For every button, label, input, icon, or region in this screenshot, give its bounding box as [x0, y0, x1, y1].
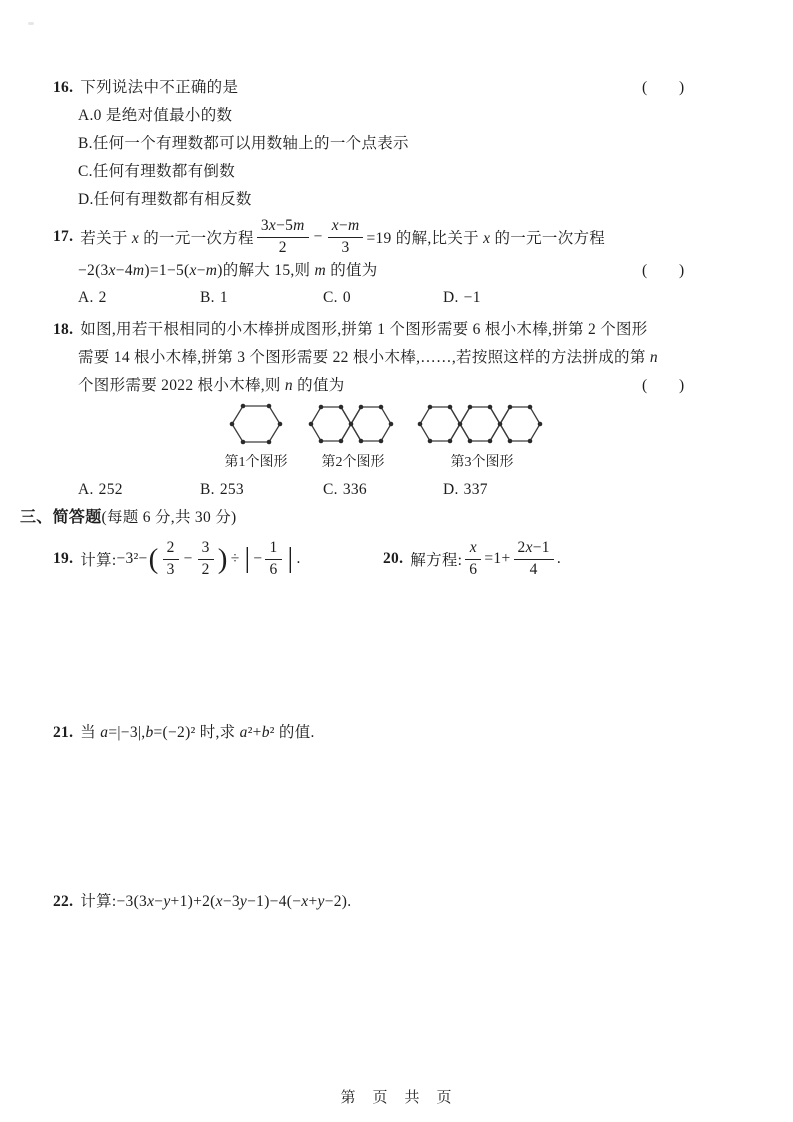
q17-line2: −2(3x−4m)=1−5(x−m)的解大 15,则 m 的值为 — [78, 262, 378, 279]
q20-fraction-2: $\frac{2x-1}{4}$ — [514, 540, 554, 578]
q20-mid: =1+ — [484, 550, 511, 567]
hexagon-figure-3-svg — [416, 400, 548, 448]
hexagon-figure-2-svg — [307, 400, 399, 448]
q19-right-abs-bar: | — [287, 543, 294, 574]
q17-fraction-2: $\frac{x-m}{3}$ — [328, 218, 364, 256]
pattern-figure-3 — [414, 400, 550, 471]
q17-line1-post: =19 的解,比关于 x 的一元一次方程 — [366, 230, 606, 247]
section3-title: 三、简答题 — [20, 509, 102, 526]
q17-number: 17. — [53, 228, 74, 245]
q19-fraction-2: $\frac{3}{2}$ — [198, 540, 214, 578]
q17-minus: − — [313, 228, 323, 245]
q16-option-b-label: B. — [78, 135, 93, 152]
hexagon-figure-1-svg — [229, 400, 283, 448]
section3-header — [20, 504, 236, 527]
q19-divide-sign: ÷ — [230, 550, 240, 567]
q20-number: 20. — [383, 550, 404, 567]
q18-answer-brackets: ( ) — [642, 377, 685, 394]
q19-period: . — [296, 550, 301, 567]
q16-stem-text: 下列说法中不正确的是 — [80, 79, 239, 96]
q21-number: 21. — [53, 724, 74, 741]
q18-number: 18. — [53, 321, 74, 338]
q16-option-d-text: 任何有理数都有相反数 — [93, 191, 252, 208]
q16-option-a-label: A. — [78, 107, 94, 124]
q19-left-paren: ( — [148, 542, 159, 575]
q18-options-row — [78, 481, 488, 499]
q16-option-d — [78, 187, 252, 209]
pattern-figure-1 — [218, 400, 294, 471]
q20 — [383, 532, 561, 586]
q17-options-row — [78, 289, 481, 307]
q21-text: 当 a=|−3|,b=(−2)² 时,求 a²+b² 的值. — [80, 724, 315, 741]
q19-right-paren: ) — [217, 542, 228, 575]
q19-number: 19. — [53, 550, 74, 567]
q18-line3: 个图形需要 2022 根小木棒,则 n 的值为 — [78, 377, 345, 394]
figure-1-label: 第1个图形 — [224, 455, 288, 470]
q18-line2: 需要 14 根小木棒,拼第 3 个图形需要 22 根小木棒,……,若按照这样的方法拼成的第 n — [78, 349, 658, 366]
q16-option-a — [78, 103, 232, 125]
q19-fraction-1: $\frac{2}{3}$ — [163, 540, 179, 578]
q18-line1-text: 如图,用若干根相同的小木棒拼成图形,拼第 1 个图形需要 6 根小木棒,拼第 2 个图形 — [80, 321, 648, 338]
q22 — [53, 889, 351, 911]
q17-fraction-1: $\frac{3x-5m}{2}$ — [257, 218, 309, 256]
q20-label: 解方程: — [410, 552, 463, 569]
q19-minus: − — [183, 550, 193, 567]
q17-line1 — [53, 213, 605, 261]
q19 — [53, 532, 301, 586]
q19-neg-sign: − — [253, 550, 263, 567]
q21 — [53, 720, 315, 742]
q17-answer-brackets: ( ) — [642, 262, 685, 279]
q16-option-c — [78, 159, 235, 181]
q20-fraction-1: $\frac{x}{6}$ — [465, 540, 481, 578]
q18-option-a: A. 252 — [78, 481, 123, 498]
q17-line1-pre: 若关于 x 的一元一次方程 — [80, 230, 254, 247]
q22-label: 计算: — [80, 893, 117, 910]
q22-number: 22. — [53, 893, 74, 910]
q16-option-c-label: C. — [78, 163, 93, 180]
q22-expression: −3(3x−y+1)+2(x−3y−1)−4(−x+y−2). — [116, 893, 352, 910]
q19-left-abs-bar: | — [244, 543, 251, 574]
q18-option-d: D. 337 — [443, 481, 488, 498]
scan-speck — [28, 22, 34, 25]
q16-option-b-text: 任何一个有理数都可以用数轴上的一个点表示 — [92, 135, 409, 152]
section3-note: (每题 6 分,共 30 分) — [101, 509, 237, 526]
q20-period: . — [556, 550, 562, 567]
q19-head: −3²− — [116, 550, 148, 567]
q16-answer-brackets: ( ) — [642, 79, 685, 96]
q19-fraction-3: $\frac{1}{6}$ — [265, 540, 281, 578]
figure-3-label: 第3个图形 — [450, 455, 514, 470]
q19-label: 计算: — [80, 552, 117, 569]
q16-option-b — [78, 131, 409, 153]
pattern-figure-2 — [303, 400, 403, 471]
q17-option-c: C. 0 — [323, 289, 351, 306]
q16-option-c-text: 任何有理数都有倒数 — [92, 163, 236, 180]
figure-2-label: 第2个图形 — [321, 455, 385, 470]
q17-option-b: B. 1 — [200, 289, 228, 306]
q16-number: 16. — [53, 79, 74, 96]
page-footer: 第 页 共 页 — [340, 1090, 453, 1106]
q16-option-d-label: D. — [78, 191, 94, 208]
q18-option-b: B. 253 — [200, 481, 244, 498]
q18-option-c: C. 336 — [323, 481, 367, 498]
q18-line1 — [53, 317, 648, 339]
q16-option-a-text: 0 是绝对值最小的数 — [93, 107, 233, 124]
q16-stem — [53, 75, 238, 97]
q17-option-a: A. 2 — [78, 289, 107, 306]
q17-option-d: D. −1 — [443, 289, 481, 306]
